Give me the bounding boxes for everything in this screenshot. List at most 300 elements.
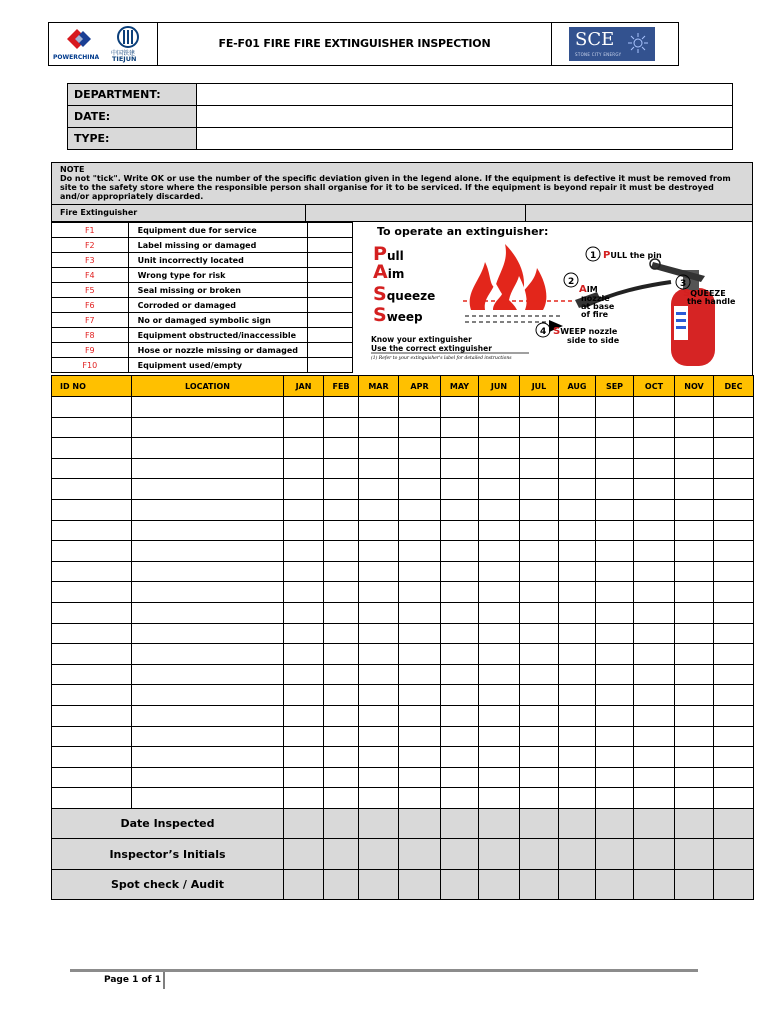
month-cell[interactable] <box>520 561 559 582</box>
month-cell[interactable] <box>714 664 754 685</box>
month-cell[interactable] <box>520 438 559 459</box>
month-cell[interactable] <box>479 726 520 747</box>
summary-month-cell[interactable] <box>399 839 441 870</box>
location-cell[interactable] <box>132 623 284 644</box>
month-cell[interactable] <box>675 788 714 809</box>
month-cell[interactable] <box>441 438 479 459</box>
month-cell[interactable] <box>324 561 359 582</box>
month-cell[interactable] <box>359 397 399 418</box>
month-cell[interactable] <box>479 479 520 500</box>
month-cell[interactable] <box>634 582 675 603</box>
id-no-cell[interactable] <box>52 602 132 623</box>
summary-month-cell[interactable] <box>324 808 359 839</box>
month-cell[interactable] <box>399 458 441 479</box>
summary-month-cell[interactable] <box>359 869 399 900</box>
month-cell[interactable] <box>441 458 479 479</box>
location-cell[interactable] <box>132 705 284 726</box>
location-cell[interactable] <box>132 788 284 809</box>
month-cell[interactable] <box>359 417 399 438</box>
month-cell[interactable] <box>520 458 559 479</box>
month-cell[interactable] <box>359 788 399 809</box>
month-cell[interactable] <box>324 623 359 644</box>
month-cell[interactable] <box>675 664 714 685</box>
month-cell[interactable] <box>441 644 479 665</box>
month-cell[interactable] <box>675 767 714 788</box>
id-no-cell[interactable] <box>52 458 132 479</box>
location-cell[interactable] <box>132 397 284 418</box>
month-cell[interactable] <box>399 602 441 623</box>
month-cell[interactable] <box>634 602 675 623</box>
summary-month-cell[interactable] <box>596 839 634 870</box>
month-cell[interactable] <box>714 397 754 418</box>
month-cell[interactable] <box>675 541 714 562</box>
month-cell[interactable] <box>479 417 520 438</box>
month-cell[interactable] <box>675 458 714 479</box>
month-cell[interactable] <box>634 705 675 726</box>
month-cell[interactable] <box>359 438 399 459</box>
month-cell[interactable] <box>559 623 596 644</box>
month-cell[interactable] <box>441 397 479 418</box>
month-cell[interactable] <box>596 602 634 623</box>
month-cell[interactable] <box>399 644 441 665</box>
month-cell[interactable] <box>634 438 675 459</box>
month-cell[interactable] <box>714 602 754 623</box>
month-cell[interactable] <box>559 561 596 582</box>
month-cell[interactable] <box>441 602 479 623</box>
month-cell[interactable] <box>479 520 520 541</box>
month-cell[interactable] <box>675 397 714 418</box>
month-cell[interactable] <box>559 499 596 520</box>
month-cell[interactable] <box>399 561 441 582</box>
month-cell[interactable] <box>675 582 714 603</box>
month-cell[interactable] <box>441 499 479 520</box>
month-cell[interactable] <box>284 788 324 809</box>
month-cell[interactable] <box>634 623 675 644</box>
month-cell[interactable] <box>596 623 634 644</box>
id-no-cell[interactable] <box>52 623 132 644</box>
month-cell[interactable] <box>324 602 359 623</box>
location-cell[interactable] <box>132 767 284 788</box>
month-cell[interactable] <box>441 788 479 809</box>
month-cell[interactable] <box>324 397 359 418</box>
month-cell[interactable] <box>596 685 634 706</box>
month-cell[interactable] <box>479 499 520 520</box>
month-cell[interactable] <box>359 520 399 541</box>
month-cell[interactable] <box>399 499 441 520</box>
month-cell[interactable] <box>284 458 324 479</box>
month-cell[interactable] <box>634 644 675 665</box>
id-no-cell[interactable] <box>52 705 132 726</box>
summary-month-cell[interactable] <box>714 839 754 870</box>
month-cell[interactable] <box>399 438 441 459</box>
month-cell[interactable] <box>675 499 714 520</box>
month-cell[interactable] <box>284 602 324 623</box>
month-cell[interactable] <box>359 644 399 665</box>
month-cell[interactable] <box>441 726 479 747</box>
location-cell[interactable] <box>132 644 284 665</box>
month-cell[interactable] <box>399 705 441 726</box>
month-cell[interactable] <box>441 561 479 582</box>
location-cell[interactable] <box>132 664 284 685</box>
id-no-cell[interactable] <box>52 644 132 665</box>
month-cell[interactable] <box>559 767 596 788</box>
month-cell[interactable] <box>324 541 359 562</box>
month-cell[interactable] <box>284 623 324 644</box>
id-no-cell[interactable] <box>52 747 132 768</box>
month-cell[interactable] <box>479 664 520 685</box>
month-cell[interactable] <box>596 520 634 541</box>
id-no-cell[interactable] <box>52 664 132 685</box>
month-cell[interactable] <box>324 644 359 665</box>
location-cell[interactable] <box>132 685 284 706</box>
month-cell[interactable] <box>559 747 596 768</box>
month-cell[interactable] <box>441 520 479 541</box>
month-cell[interactable] <box>324 767 359 788</box>
month-cell[interactable] <box>284 561 324 582</box>
summary-month-cell[interactable] <box>559 839 596 870</box>
month-cell[interactable] <box>399 685 441 706</box>
month-cell[interactable] <box>559 705 596 726</box>
month-cell[interactable] <box>520 685 559 706</box>
month-cell[interactable] <box>634 788 675 809</box>
month-cell[interactable] <box>479 788 520 809</box>
month-cell[interactable] <box>284 479 324 500</box>
id-no-cell[interactable] <box>52 541 132 562</box>
month-cell[interactable] <box>324 438 359 459</box>
month-cell[interactable] <box>441 685 479 706</box>
month-cell[interactable] <box>520 582 559 603</box>
month-cell[interactable] <box>520 520 559 541</box>
id-no-cell[interactable] <box>52 767 132 788</box>
month-cell[interactable] <box>675 602 714 623</box>
location-cell[interactable] <box>132 417 284 438</box>
summary-month-cell[interactable] <box>634 808 675 839</box>
month-cell[interactable] <box>634 499 675 520</box>
month-cell[interactable] <box>324 685 359 706</box>
month-cell[interactable] <box>284 541 324 562</box>
summary-month-cell[interactable] <box>596 869 634 900</box>
month-cell[interactable] <box>520 747 559 768</box>
month-cell[interactable] <box>479 561 520 582</box>
id-no-cell[interactable] <box>52 685 132 706</box>
month-cell[interactable] <box>714 767 754 788</box>
summary-month-cell[interactable] <box>520 808 559 839</box>
location-cell[interactable] <box>132 582 284 603</box>
month-cell[interactable] <box>520 788 559 809</box>
month-cell[interactable] <box>520 417 559 438</box>
month-cell[interactable] <box>399 397 441 418</box>
month-cell[interactable] <box>399 726 441 747</box>
month-cell[interactable] <box>675 417 714 438</box>
month-cell[interactable] <box>359 499 399 520</box>
summary-month-cell[interactable] <box>675 869 714 900</box>
month-cell[interactable] <box>714 685 754 706</box>
month-cell[interactable] <box>596 417 634 438</box>
month-cell[interactable] <box>634 520 675 541</box>
month-cell[interactable] <box>479 623 520 644</box>
month-cell[interactable] <box>714 520 754 541</box>
month-cell[interactable] <box>714 623 754 644</box>
month-cell[interactable] <box>441 417 479 438</box>
month-cell[interactable] <box>359 582 399 603</box>
month-cell[interactable] <box>441 747 479 768</box>
id-no-cell[interactable] <box>52 479 132 500</box>
month-cell[interactable] <box>284 767 324 788</box>
month-cell[interactable] <box>596 397 634 418</box>
month-cell[interactable] <box>479 685 520 706</box>
month-cell[interactable] <box>596 767 634 788</box>
month-cell[interactable] <box>559 582 596 603</box>
month-cell[interactable] <box>479 458 520 479</box>
month-cell[interactable] <box>559 417 596 438</box>
month-cell[interactable] <box>714 417 754 438</box>
month-cell[interactable] <box>284 747 324 768</box>
location-cell[interactable] <box>132 499 284 520</box>
month-cell[interactable] <box>714 499 754 520</box>
summary-month-cell[interactable] <box>399 808 441 839</box>
month-cell[interactable] <box>399 541 441 562</box>
month-cell[interactable] <box>596 664 634 685</box>
month-cell[interactable] <box>359 479 399 500</box>
month-cell[interactable] <box>559 479 596 500</box>
month-cell[interactable] <box>675 705 714 726</box>
location-cell[interactable] <box>132 458 284 479</box>
month-cell[interactable] <box>284 685 324 706</box>
location-cell[interactable] <box>132 479 284 500</box>
month-cell[interactable] <box>675 479 714 500</box>
summary-month-cell[interactable] <box>479 808 520 839</box>
month-cell[interactable] <box>359 685 399 706</box>
summary-month-cell[interactable] <box>675 839 714 870</box>
month-cell[interactable] <box>634 458 675 479</box>
month-cell[interactable] <box>441 767 479 788</box>
month-cell[interactable] <box>596 458 634 479</box>
summary-month-cell[interactable] <box>559 808 596 839</box>
summary-month-cell[interactable] <box>284 808 324 839</box>
month-cell[interactable] <box>520 541 559 562</box>
month-cell[interactable] <box>559 520 596 541</box>
month-cell[interactable] <box>596 541 634 562</box>
month-cell[interactable] <box>399 767 441 788</box>
month-cell[interactable] <box>714 479 754 500</box>
month-cell[interactable] <box>634 397 675 418</box>
id-no-cell[interactable] <box>52 520 132 541</box>
id-no-cell[interactable] <box>52 499 132 520</box>
month-cell[interactable] <box>714 541 754 562</box>
month-cell[interactable] <box>675 520 714 541</box>
location-cell[interactable] <box>132 726 284 747</box>
month-cell[interactable] <box>559 602 596 623</box>
month-cell[interactable] <box>324 664 359 685</box>
month-cell[interactable] <box>284 520 324 541</box>
summary-month-cell[interactable] <box>324 869 359 900</box>
month-cell[interactable] <box>359 561 399 582</box>
month-cell[interactable] <box>520 644 559 665</box>
department-field[interactable] <box>197 84 733 106</box>
month-cell[interactable] <box>559 685 596 706</box>
month-cell[interactable] <box>284 726 324 747</box>
id-no-cell[interactable] <box>52 788 132 809</box>
month-cell[interactable] <box>441 664 479 685</box>
id-no-cell[interactable] <box>52 417 132 438</box>
summary-month-cell[interactable] <box>441 869 479 900</box>
id-no-cell[interactable] <box>52 561 132 582</box>
month-cell[interactable] <box>634 747 675 768</box>
month-cell[interactable] <box>714 726 754 747</box>
month-cell[interactable] <box>284 397 324 418</box>
type-field[interactable] <box>197 128 733 150</box>
month-cell[interactable] <box>359 664 399 685</box>
month-cell[interactable] <box>441 623 479 644</box>
month-cell[interactable] <box>634 561 675 582</box>
month-cell[interactable] <box>634 541 675 562</box>
month-cell[interactable] <box>596 705 634 726</box>
month-cell[interactable] <box>399 664 441 685</box>
month-cell[interactable] <box>559 458 596 479</box>
month-cell[interactable] <box>675 623 714 644</box>
month-cell[interactable] <box>441 541 479 562</box>
summary-month-cell[interactable] <box>714 869 754 900</box>
id-no-cell[interactable] <box>52 397 132 418</box>
month-cell[interactable] <box>479 644 520 665</box>
month-cell[interactable] <box>441 705 479 726</box>
location-cell[interactable] <box>132 602 284 623</box>
month-cell[interactable] <box>559 664 596 685</box>
month-cell[interactable] <box>596 788 634 809</box>
month-cell[interactable] <box>479 397 520 418</box>
month-cell[interactable] <box>359 705 399 726</box>
month-cell[interactable] <box>399 623 441 644</box>
month-cell[interactable] <box>714 561 754 582</box>
month-cell[interactable] <box>359 623 399 644</box>
month-cell[interactable] <box>675 561 714 582</box>
month-cell[interactable] <box>675 644 714 665</box>
month-cell[interactable] <box>675 438 714 459</box>
location-cell[interactable] <box>132 520 284 541</box>
month-cell[interactable] <box>359 458 399 479</box>
month-cell[interactable] <box>479 602 520 623</box>
month-cell[interactable] <box>596 479 634 500</box>
month-cell[interactable] <box>520 726 559 747</box>
month-cell[interactable] <box>479 438 520 459</box>
date-field[interactable] <box>197 106 733 128</box>
summary-month-cell[interactable] <box>634 869 675 900</box>
id-no-cell[interactable] <box>52 582 132 603</box>
month-cell[interactable] <box>634 479 675 500</box>
month-cell[interactable] <box>714 438 754 459</box>
summary-month-cell[interactable] <box>596 808 634 839</box>
month-cell[interactable] <box>520 623 559 644</box>
month-cell[interactable] <box>520 479 559 500</box>
month-cell[interactable] <box>324 520 359 541</box>
month-cell[interactable] <box>559 726 596 747</box>
month-cell[interactable] <box>596 726 634 747</box>
month-cell[interactable] <box>596 561 634 582</box>
summary-month-cell[interactable] <box>479 869 520 900</box>
month-cell[interactable] <box>359 726 399 747</box>
month-cell[interactable] <box>714 644 754 665</box>
month-cell[interactable] <box>284 417 324 438</box>
month-cell[interactable] <box>714 705 754 726</box>
month-cell[interactable] <box>559 541 596 562</box>
month-cell[interactable] <box>441 479 479 500</box>
month-cell[interactable] <box>559 438 596 459</box>
location-cell[interactable] <box>132 541 284 562</box>
month-cell[interactable] <box>324 417 359 438</box>
id-no-cell[interactable] <box>52 438 132 459</box>
summary-month-cell[interactable] <box>520 869 559 900</box>
location-cell[interactable] <box>132 438 284 459</box>
month-cell[interactable] <box>520 397 559 418</box>
summary-month-cell[interactable] <box>441 839 479 870</box>
month-cell[interactable] <box>284 664 324 685</box>
month-cell[interactable] <box>479 541 520 562</box>
month-cell[interactable] <box>441 582 479 603</box>
month-cell[interactable] <box>324 726 359 747</box>
month-cell[interactable] <box>714 747 754 768</box>
month-cell[interactable] <box>324 582 359 603</box>
month-cell[interactable] <box>520 499 559 520</box>
month-cell[interactable] <box>324 499 359 520</box>
summary-month-cell[interactable] <box>634 839 675 870</box>
month-cell[interactable] <box>399 520 441 541</box>
month-cell[interactable] <box>359 602 399 623</box>
month-cell[interactable] <box>520 767 559 788</box>
month-cell[interactable] <box>479 767 520 788</box>
month-cell[interactable] <box>284 705 324 726</box>
month-cell[interactable] <box>596 644 634 665</box>
month-cell[interactable] <box>714 458 754 479</box>
month-cell[interactable] <box>399 747 441 768</box>
summary-month-cell[interactable] <box>359 839 399 870</box>
month-cell[interactable] <box>714 788 754 809</box>
month-cell[interactable] <box>479 705 520 726</box>
month-cell[interactable] <box>324 479 359 500</box>
month-cell[interactable] <box>399 788 441 809</box>
month-cell[interactable] <box>324 747 359 768</box>
month-cell[interactable] <box>634 685 675 706</box>
month-cell[interactable] <box>399 582 441 603</box>
month-cell[interactable] <box>596 499 634 520</box>
summary-month-cell[interactable] <box>441 808 479 839</box>
month-cell[interactable] <box>479 582 520 603</box>
month-cell[interactable] <box>479 747 520 768</box>
month-cell[interactable] <box>359 747 399 768</box>
month-cell[interactable] <box>559 788 596 809</box>
id-no-cell[interactable] <box>52 726 132 747</box>
month-cell[interactable] <box>520 602 559 623</box>
month-cell[interactable] <box>399 417 441 438</box>
summary-month-cell[interactable] <box>714 808 754 839</box>
month-cell[interactable] <box>675 685 714 706</box>
month-cell[interactable] <box>596 438 634 459</box>
month-cell[interactable] <box>284 644 324 665</box>
month-cell[interactable] <box>596 582 634 603</box>
summary-month-cell[interactable] <box>675 808 714 839</box>
summary-month-cell[interactable] <box>479 839 520 870</box>
summary-month-cell[interactable] <box>399 869 441 900</box>
summary-month-cell[interactable] <box>520 839 559 870</box>
summary-month-cell[interactable] <box>284 869 324 900</box>
month-cell[interactable] <box>714 582 754 603</box>
month-cell[interactable] <box>324 788 359 809</box>
month-cell[interactable] <box>520 705 559 726</box>
month-cell[interactable] <box>634 417 675 438</box>
month-cell[interactable] <box>324 705 359 726</box>
month-cell[interactable] <box>559 644 596 665</box>
month-cell[interactable] <box>284 582 324 603</box>
month-cell[interactable] <box>520 664 559 685</box>
